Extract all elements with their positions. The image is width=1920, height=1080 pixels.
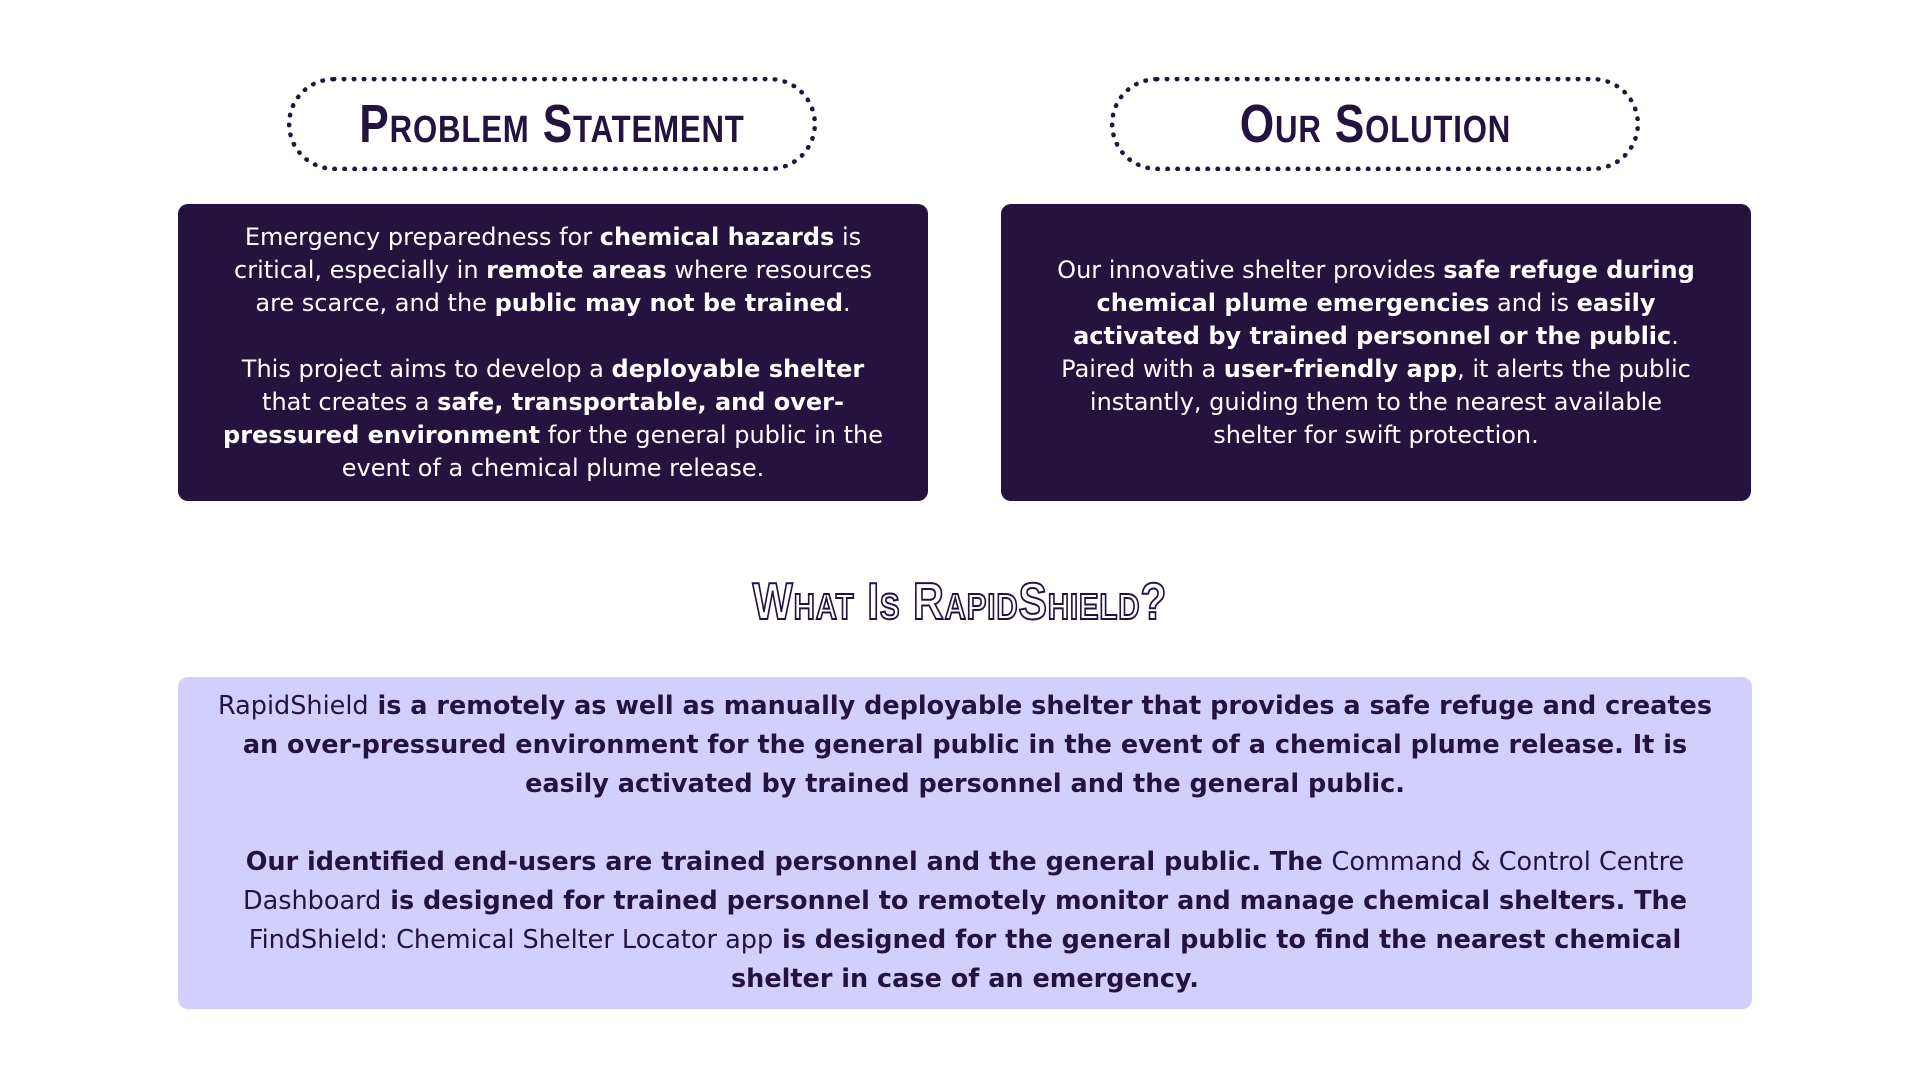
bold-text-run: chemical hazards — [599, 222, 835, 251]
what-is-rapidshield-heading — [0, 572, 1920, 632]
what-is-rapidshield-box — [178, 677, 1752, 1009]
bold-text-run: is designed for the general public to find the nearest chemical shelter in case of an emergency. — [730, 925, 1682, 994]
text-run: and is — [1489, 288, 1577, 317]
text-run: FindShield: Chemical Shelter Locator app — [248, 925, 774, 955]
our-solution-box — [1001, 204, 1751, 501]
our-solution-title: Our Solution — [1239, 94, 1511, 154]
bold-text-run: safe refuge during chemical plume emergencies — [1096, 255, 1695, 317]
text-run: for the general public in the event of a chemical plume release. — [341, 420, 883, 482]
text-run: RapidShield — [217, 691, 369, 721]
text-run: Command & Control Centre Dashboard — [242, 847, 1685, 916]
text-run: that creates a — [262, 387, 438, 416]
bold-text-run: is designed for trained personnel to remotely monitor and manage chemical shelters. The — [381, 886, 1688, 916]
problem-statement-title: Problem Statement — [359, 94, 745, 154]
bold-text-run: remote areas — [486, 255, 667, 284]
problem-statement-box — [178, 204, 928, 501]
what-is-rapidshield-title: What Is RapidShield? — [752, 573, 1168, 631]
what-paragraph-2 — [214, 843, 1716, 999]
problem-statement-heading-pill — [287, 77, 817, 171]
text-run: . Paired with a — [1061, 321, 1679, 383]
our-solution-heading-pill — [1110, 77, 1640, 171]
text-run: . — [843, 288, 851, 317]
text-run: , it alerts the public instantly, guiding them to the nearest available shelter for swift protection. — [1089, 354, 1691, 449]
bold-text-run: Our identified end-users are trained personnel and the general public. The — [245, 847, 1332, 877]
text-run: Emergency preparedness for — [244, 222, 600, 251]
bold-text-run: is a remotely as well as manually deployable shelter that provides a safe refuge and creates an over-pressured environment for the general public in the event of a chemical plume release. It is easily activated by trained personnel and the general public. — [242, 691, 1713, 799]
text-run: Our innovative shelter provides — [1057, 255, 1444, 284]
text-run: is critical, especially in — [234, 222, 862, 284]
what-paragraph-1 — [214, 687, 1716, 804]
text-run: This project aims to develop a — [241, 354, 612, 383]
bold-text-run: user-friendly app — [1223, 354, 1458, 383]
text-run: where resources are scarce, and the — [255, 255, 872, 317]
bold-text-run: deployable shelter — [611, 354, 865, 383]
bold-text-run: public may not be trained — [494, 288, 843, 317]
bold-text-run: safe, transportable, and over-pressured environment — [223, 387, 844, 449]
bold-text-run: easily activated by trained personnel or the public — [1073, 288, 1672, 350]
problem-paragraph-1 — [222, 221, 884, 320]
problem-paragraph-2 — [222, 353, 884, 485]
solution-paragraph-1 — [1045, 254, 1707, 452]
